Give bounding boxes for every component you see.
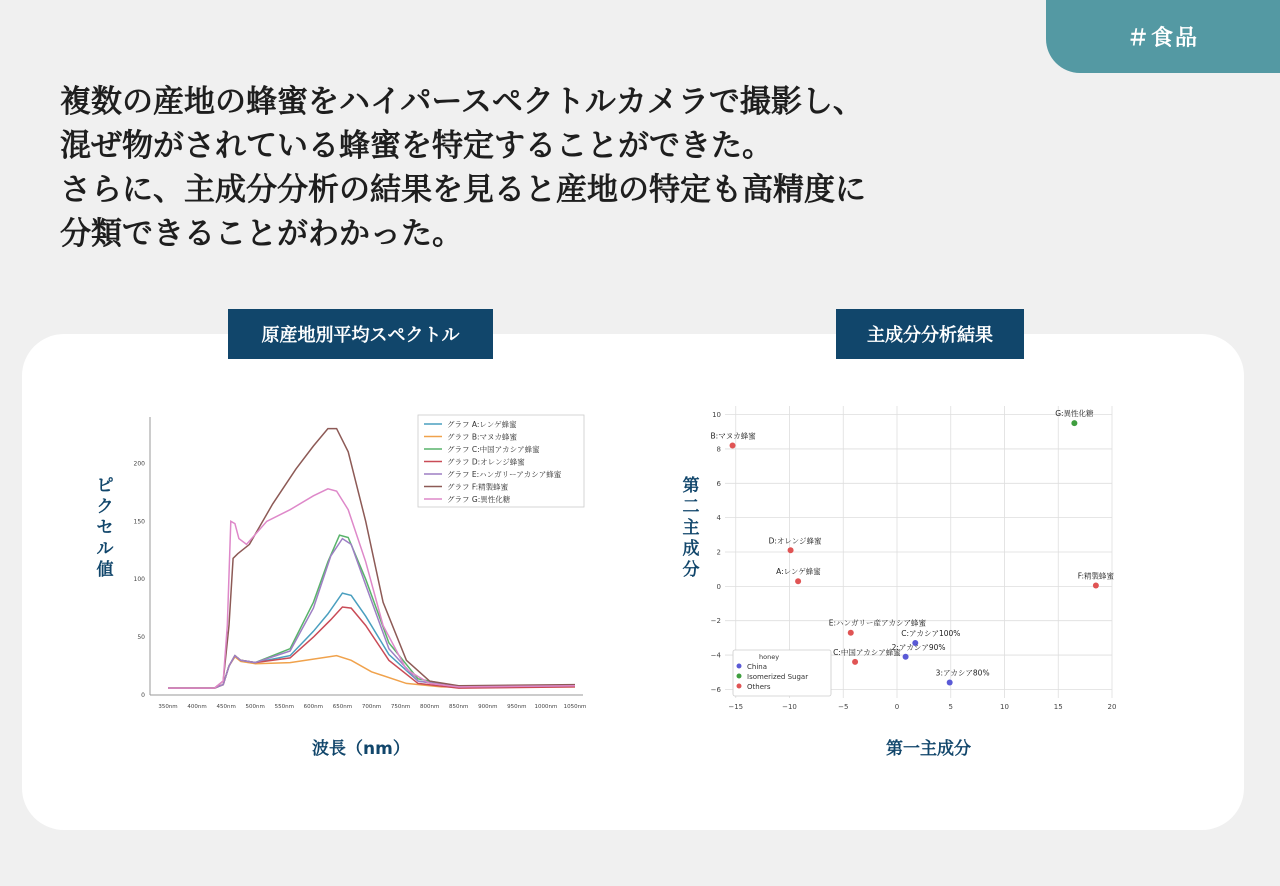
legend-label: グラフ B:マヌカ蜂蜜 xyxy=(447,432,518,442)
legend-marker xyxy=(737,664,742,669)
scatter-point xyxy=(903,654,909,660)
y-tick-label: 0 xyxy=(141,692,145,699)
y-tick-label: −6 xyxy=(710,685,721,694)
x-tick-label: 800nm xyxy=(419,704,440,710)
spectrum-chart-badge: 原産地別平均スペクトル xyxy=(228,309,493,359)
point-label: A:レンゲ蜂蜜 xyxy=(776,567,821,577)
x-tick-label: 400nm xyxy=(187,704,207,710)
legend-label: グラフ F:精製蜂蜜 xyxy=(447,482,509,492)
legend-title: honey xyxy=(759,653,780,661)
pca-y-axis-title: 第二主成分 xyxy=(682,476,700,580)
x-tick-label: 450nm xyxy=(216,704,236,710)
scatter-point xyxy=(788,547,794,553)
point-label: B:マヌカ蜂蜜 xyxy=(710,431,756,441)
scatter-point xyxy=(852,659,858,665)
x-tick-label: 850nm xyxy=(449,704,469,710)
legend-label: Others xyxy=(747,683,771,691)
x-tick-label: 900nm xyxy=(478,704,498,710)
point-label: C:アカシア100% xyxy=(901,629,961,639)
x-tick-label: 550nm xyxy=(274,704,294,710)
x-tick-label: 350nm xyxy=(158,704,178,710)
scatter-point xyxy=(795,578,801,584)
x-tick-label: 1050nm xyxy=(563,704,587,710)
x-tick-label: 500nm xyxy=(245,704,265,710)
x-tick-label: −5 xyxy=(838,703,849,711)
y-tick-label: 200 xyxy=(133,460,145,468)
y-tick-label: 8 xyxy=(716,445,721,454)
x-tick-label: 1000nm xyxy=(534,704,558,710)
series-line xyxy=(168,593,575,688)
point-label: 3:アカシア80% xyxy=(935,668,990,678)
spectrum-y-axis-title: ピクセル値 xyxy=(96,476,114,580)
headline-line: 混ぜ物がされている蜂蜜を特定することができた。 xyxy=(60,128,773,164)
scatter-point xyxy=(1071,420,1077,426)
x-tick-label: −10 xyxy=(782,703,797,711)
point-label: G:異性化糖 xyxy=(1055,409,1094,419)
x-tick-label: 750nm xyxy=(390,704,411,710)
legend-label: グラフ G:異性化糖 xyxy=(447,495,511,504)
scatter-point xyxy=(730,443,736,449)
y-tick-label: 100 xyxy=(133,576,145,584)
y-tick-label: −2 xyxy=(710,617,721,626)
scatter-point xyxy=(848,630,854,636)
x-tick-label: 0 xyxy=(894,703,900,711)
legend-label: グラフ E:ハンガリーアカシア蜂蜜 xyxy=(447,470,562,479)
x-tick-label: 950nm xyxy=(507,704,527,710)
category-tag: ＃食品 xyxy=(1046,0,1280,73)
series-line xyxy=(168,656,575,689)
legend-marker xyxy=(737,684,742,689)
pca-scatter-chart xyxy=(700,398,1118,720)
headline-line: 複数の産地の蜂蜜をハイパースペクトルカメラで撮影し、 xyxy=(60,84,864,120)
spectrum-line-chart xyxy=(128,405,590,720)
pca-chart-badge: 主成分分析結果 xyxy=(836,309,1024,359)
y-tick-label: −4 xyxy=(710,651,721,660)
point-label: D:オレンジ蜂蜜 xyxy=(768,536,822,546)
legend-label: グラフ D:オレンジ蜂蜜 xyxy=(447,457,525,467)
x-tick-label: 20 xyxy=(1107,703,1117,711)
y-tick-label: 0 xyxy=(716,582,721,591)
x-tick-label: 650nm xyxy=(332,704,353,710)
legend-marker xyxy=(737,674,742,679)
x-tick-label: 15 xyxy=(1053,703,1063,711)
point-label: 2:アカシア90% xyxy=(891,642,946,652)
x-tick-label: 5 xyxy=(948,703,953,711)
legend-label: China xyxy=(747,663,767,671)
series-line xyxy=(168,489,575,688)
headline xyxy=(60,80,1060,256)
headline-line: さらに、主成分分析の結果を見ると産地の特定も高精度に xyxy=(60,172,866,208)
point-label: F:精製蜂蜜 xyxy=(1077,571,1115,581)
y-tick-label: 150 xyxy=(133,518,145,526)
x-tick-label: 700nm xyxy=(361,704,382,710)
legend-label: Isomerized Sugar xyxy=(747,673,809,681)
y-tick-label: 6 xyxy=(716,479,721,488)
point-label: E:ハンガリー産アカシア蜂蜜 xyxy=(828,618,926,628)
y-tick-label: 10 xyxy=(712,411,721,420)
legend-label: グラフ A:レンゲ蜂蜜 xyxy=(447,420,517,429)
x-tick-label: 600nm xyxy=(303,704,324,710)
y-tick-label: 2 xyxy=(716,548,721,557)
x-tick-label: −15 xyxy=(728,703,744,711)
legend-label: グラフ C:中国アカシア蜂蜜 xyxy=(447,445,540,454)
x-tick-label: 10 xyxy=(1000,703,1009,711)
y-tick-label: 4 xyxy=(716,514,721,523)
point-label: C:中国アカシア蜂蜜 xyxy=(833,647,901,657)
y-tick-label: 50 xyxy=(137,634,145,642)
headline-line: 分類できることがわかった。 xyxy=(60,216,463,252)
spectrum-x-axis-title: 波長（nm） xyxy=(312,739,410,759)
pca-x-axis-title: 第一主成分 xyxy=(886,739,971,759)
scatter-point xyxy=(1093,582,1099,588)
scatter-point xyxy=(947,680,953,686)
